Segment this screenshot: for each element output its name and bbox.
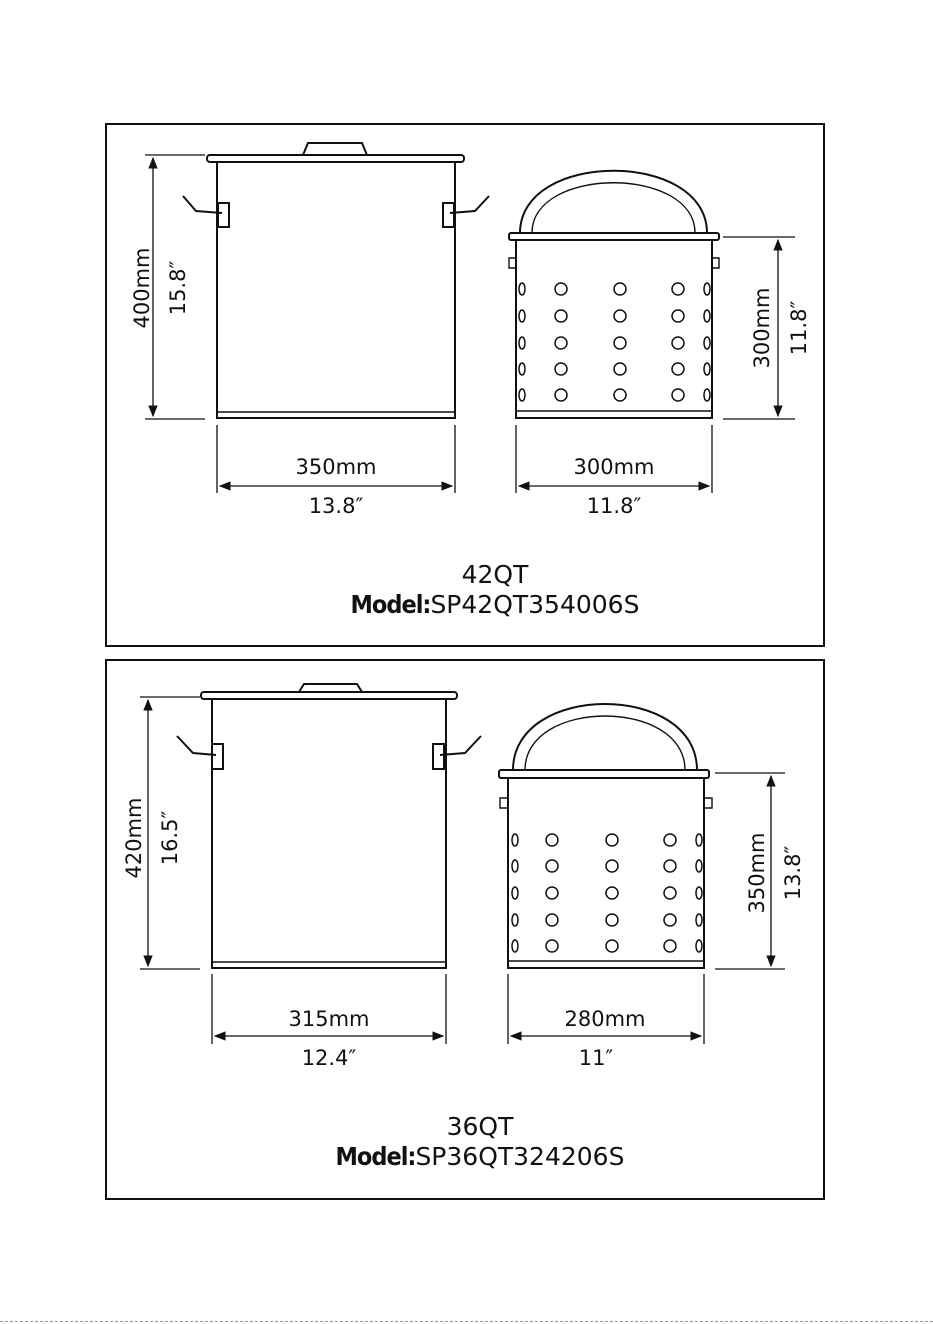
- basket-height-mm-label: 300mm: [750, 287, 774, 369]
- basket-height-dimension-36qt: [715, 773, 805, 969]
- pot-width-dimension-36qt: [212, 974, 446, 1070]
- basket-width-in-label: 11.8″: [586, 494, 642, 518]
- capacity-label: 42QT: [461, 560, 529, 589]
- pot-height-in-label: 15.8″: [166, 260, 190, 316]
- basket-width-in-label: 11″: [578, 1046, 614, 1070]
- model-key: Model:: [350, 590, 431, 619]
- basket-width-mm-label: 280mm: [564, 1007, 646, 1031]
- caption-36qt: [90, 1112, 870, 1172]
- basket-width-dimension-36qt: [508, 974, 704, 1070]
- pot-width-mm-label: 315mm: [288, 1007, 370, 1031]
- pot-height-mm-label: 420mm: [122, 797, 146, 879]
- pot-width-in-label: 13.8″: [308, 494, 364, 518]
- fry-basket-42qt: [509, 171, 719, 418]
- basket-height-in-label: 11.8″: [787, 300, 811, 356]
- basket-height-mm-label: 350mm: [745, 832, 769, 914]
- pot-width-in-label: 12.4″: [301, 1046, 357, 1070]
- basket-height-in-label: 13.8″: [781, 845, 805, 901]
- pot-width-dimension-42qt: [217, 425, 455, 518]
- pot-height-dimension-36qt: [122, 697, 200, 969]
- model-number: SP36QT324206S: [415, 1142, 625, 1171]
- pot-height-mm-label: 400mm: [130, 247, 154, 329]
- fry-basket-36qt: [499, 704, 712, 968]
- stock-pot-36qt: [177, 684, 481, 968]
- caption-42qt: [105, 560, 885, 620]
- basket-width-mm-label: 300mm: [573, 455, 655, 479]
- pot-height-in-label: 16.5″: [158, 810, 182, 866]
- basket-width-dimension-42qt: [516, 425, 712, 518]
- basket-height-dimension-42qt: [723, 237, 811, 419]
- model-key: Model:: [335, 1142, 416, 1171]
- stock-pot-42qt: [183, 143, 489, 418]
- model-line: [90, 1142, 870, 1172]
- basket-holes-36qt: [512, 834, 702, 952]
- pot-width-mm-label: 350mm: [295, 455, 377, 479]
- model-line: [105, 590, 885, 620]
- model-number: SP42QT354006S: [430, 590, 640, 619]
- basket-holes-42qt: [519, 283, 710, 401]
- capacity-label: 36QT: [446, 1112, 514, 1141]
- pot-height-dimension-42qt: [130, 155, 205, 419]
